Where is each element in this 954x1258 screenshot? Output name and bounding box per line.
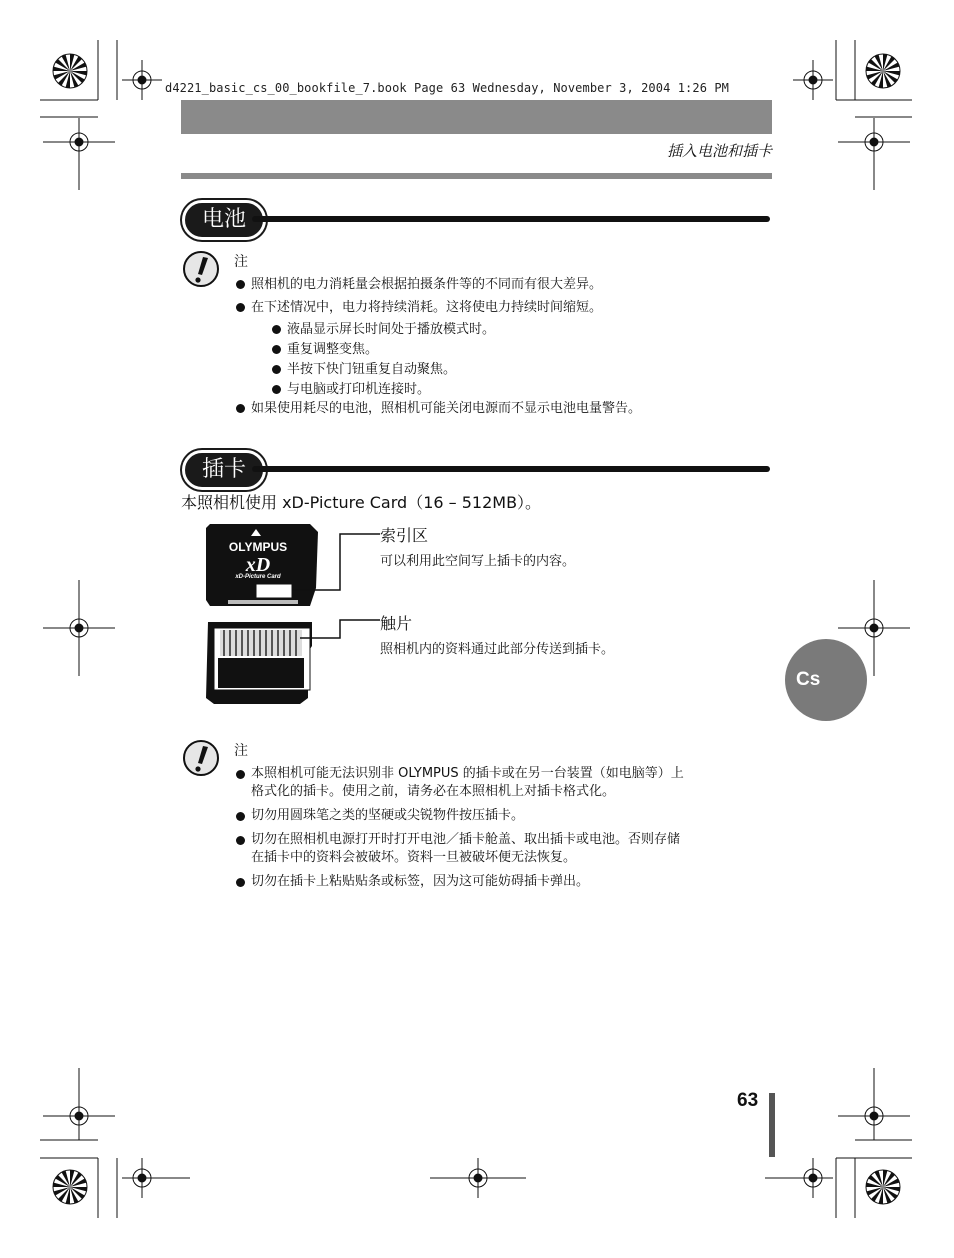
card-type: xD-Picture Card [235,574,281,580]
language-tab-label: Cs [796,669,821,690]
list-item: 半按下快门钮重复自动聚焦。 [272,360,495,380]
page-number: 63 [737,1090,759,1111]
header-rule [181,173,772,179]
card-note-label: 注 [234,743,248,759]
battery-heading-label: 电池 [182,200,266,240]
list-item [236,765,781,801]
battery-note-label: 注 [234,254,248,270]
list-item-line: 切勿在照相机电源打开时打开电池／插卡舱盖、取出插卡或电池。否则存储 [251,832,681,847]
list-item: 重复调整变焦。 [272,340,495,360]
list-item: 与电脑或打印机连接时。 [272,380,495,400]
list-item-line: 本照相机可能无法识别非 OLYMPUS 的插卡或在另一台装置（如电脑等）上 [251,766,684,781]
caution-icon [182,739,220,777]
list-item-line: 切勿用圆珠笔之类的坚硬或尖锐物件按压插卡。 [251,808,525,823]
callout-title-index-area: 索引区 [380,526,429,545]
callout-desc-contacts: 照相机内的资料通过此部分传送到插卡。 [380,642,615,657]
language-tab [785,639,867,721]
battery-sub-notes [272,320,495,400]
callout-desc-index-area: 可以利用此空间写上插卡的内容。 [380,554,576,569]
heading-rule [252,216,770,222]
list-item: 在下述情况中，电力将持续消耗。这将使电力持续时间缩短。 [236,298,602,317]
card-logo: xD [245,554,271,576]
file-info: d4221_basic_cs_00_bookfile_7.book Page 63 Wednesday, November 3, 2004 1:26 PM [165,81,729,95]
heading-rule [252,466,770,472]
list-item-line: 在插卡中的资料会被破坏。资料一旦被破坏便无法恢复。 [251,850,577,865]
header-band [181,100,772,134]
battery-notes [236,275,602,317]
list-item: 液晶显示屏长时间处于播放模式时。 [272,320,495,340]
list-item-line: 切勿在插卡上粘贴贴条或标签，因为这可能妨碍插卡弹出。 [251,874,590,889]
card-heading-label: 插卡 [182,450,266,490]
list-item [236,807,781,825]
caution-icon [182,250,220,288]
battery-notes-tail [236,399,641,418]
card-brand: OLYMPUS [228,540,288,554]
card-back-illustration [200,618,380,706]
card-notes [236,765,781,891]
list-item: 照相机的电力消耗量会根据拍摄条件等的不同而有很大差异。 [236,275,602,294]
section-title: 插入电池和插卡 [666,142,772,160]
card-intro: 本照相机使用 xD-Picture Card（16 – 512MB）。 [181,493,542,512]
list-item-line: 格式化的插卡。使用之前，请务必在本照相机上对插卡格式化。 [251,784,616,799]
card-front-illustration [200,520,380,610]
list-item [236,831,781,867]
list-item: 如果使用耗尽的电池，照相机可能关闭电源而不显示电池电量警告。 [236,399,641,418]
callout-title-contacts: 触片 [380,614,413,633]
page-number-bar [769,1093,775,1157]
list-item [236,873,781,891]
